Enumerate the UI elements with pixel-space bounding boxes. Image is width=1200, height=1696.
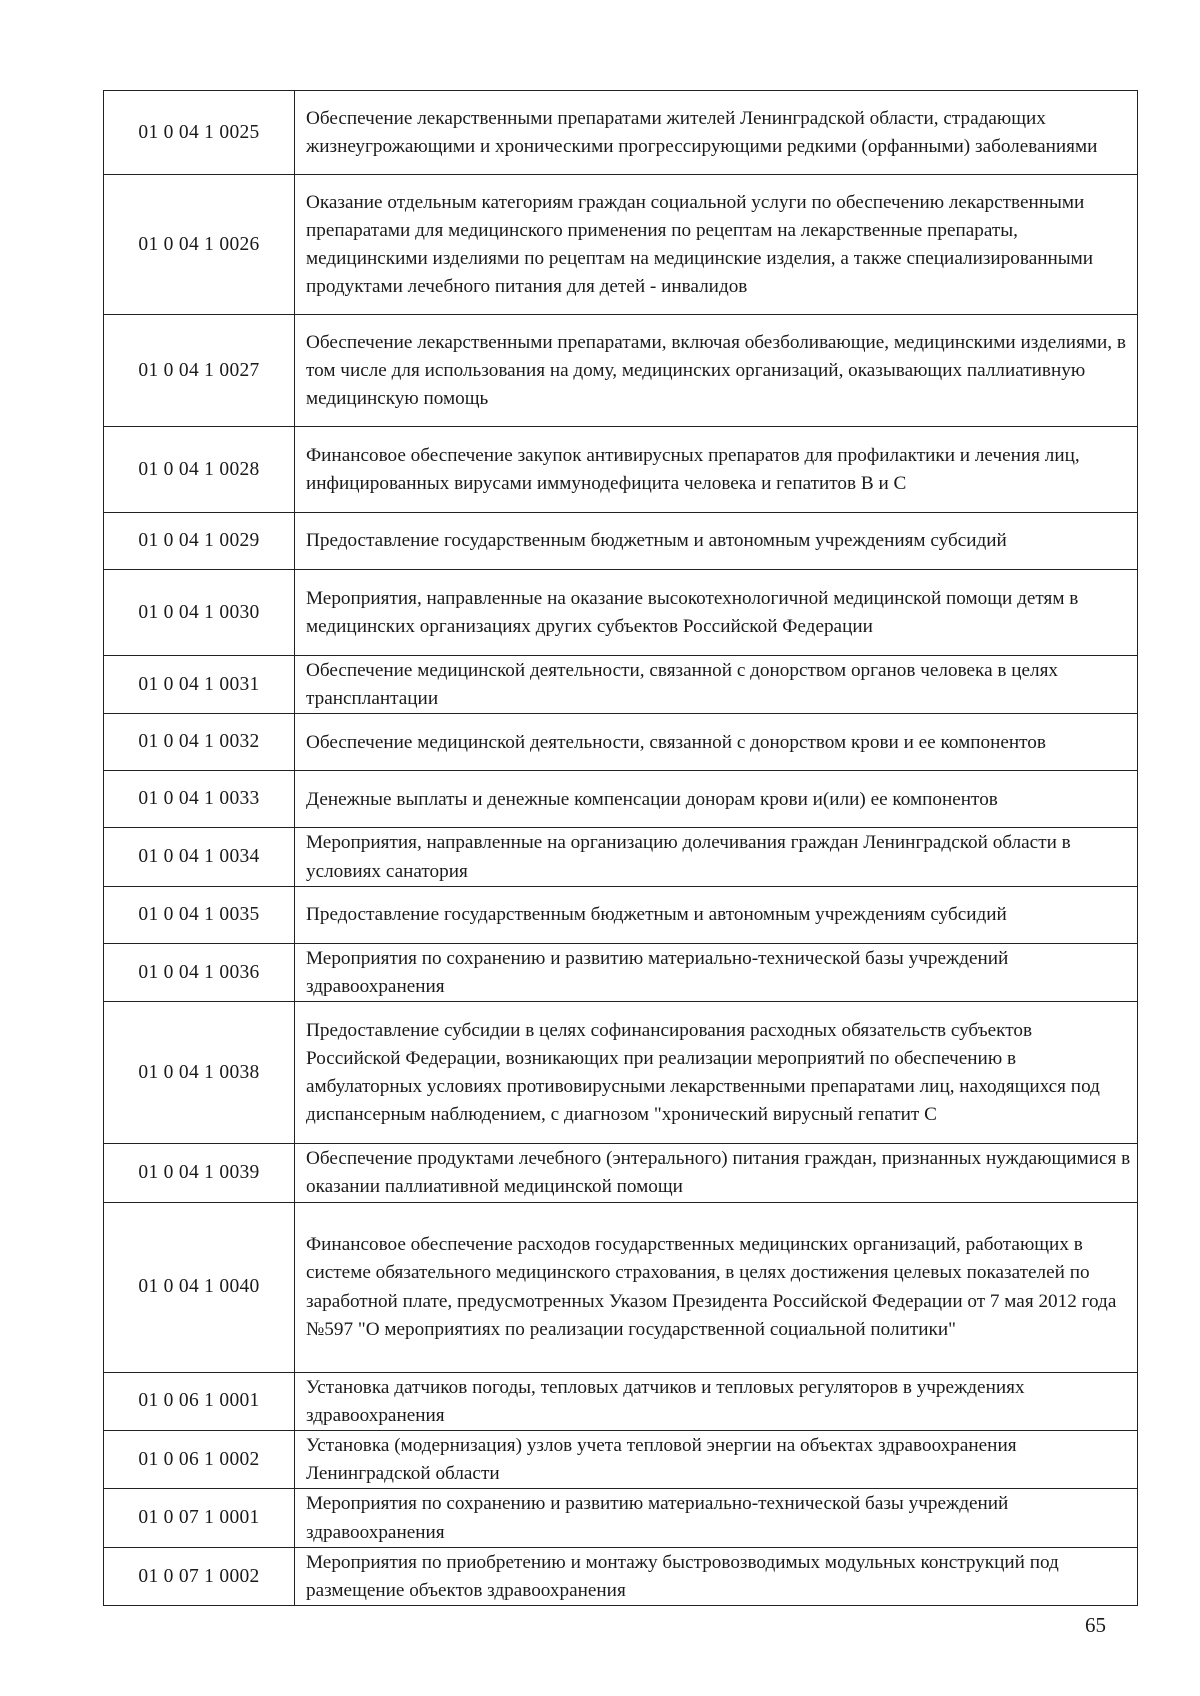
table-row [104, 1547, 1138, 1605]
row-description: Установка датчиков погоды, тепловых датчиков и тепловых регуляторов в учреждениях здравоохранения [295, 1372, 1138, 1430]
row-code: 01 0 04 1 0035 [104, 886, 295, 943]
row-code: 01 0 04 1 0038 [104, 1002, 295, 1144]
row-description: Мероприятия по сохранению и развитию материально-технической базы учреждений здравоохранения [295, 1489, 1138, 1547]
table-row [104, 771, 1138, 828]
table-row [104, 1431, 1138, 1489]
table-row [104, 1372, 1138, 1430]
table-row [104, 943, 1138, 1001]
row-description: Мероприятия, направленные на оказание высокотехнологичной медицинской помощи детям в медицинских организациях других субъектов Российской Федерации [295, 570, 1138, 656]
page-number: 65 [1085, 1613, 1106, 1637]
row-code: 01 0 07 1 0001 [104, 1489, 295, 1547]
row-description: Обеспечение медицинской деятельности, связанной с донорством органов человека в целях трансплантации [295, 656, 1138, 714]
row-description: Обеспечение лекарственными препаратами, включая обезболивающие, медицинскими изделиями, в том числе для использования на дому, медицинских организаций, оказывающих паллиативную медицинскую помощь [295, 315, 1138, 427]
table-row [104, 828, 1138, 886]
row-description: Мероприятия, направленные на организацию долечивания граждан Ленинградской области в условиях санатория [295, 828, 1138, 886]
budget-code-table [103, 90, 1138, 1606]
row-code: 01 0 04 1 0033 [104, 771, 295, 828]
row-description: Мероприятия по сохранению и развитию материально-технической базы учреждений здравоохранения [295, 943, 1138, 1001]
row-code: 01 0 04 1 0025 [104, 91, 295, 175]
row-code: 01 0 04 1 0026 [104, 175, 295, 315]
table-row [104, 91, 1138, 175]
table-row [104, 427, 1138, 513]
row-code: 01 0 04 1 0029 [104, 513, 295, 570]
row-description: Мероприятия по приобретению и монтажу быстровозводимых модульных конструкций под размещение объектов здравоохранения [295, 1547, 1138, 1605]
table-row [104, 1202, 1138, 1372]
row-description: Оказание отдельным категориям граждан социальной услуги по обеспечению лекарственными препаратами для медицинского применения по рецептам на лекарственные препараты, медицинскими изделиями по рецептам на медицинские изделия, а также специализированными продуктами лечебного питания для детей - инвалидов [295, 175, 1138, 315]
table-row [104, 570, 1138, 656]
budget-code-table-container [103, 90, 1138, 1606]
table-row [104, 1489, 1138, 1547]
row-description: Финансовое обеспечение расходов государственных медицинских организаций, работающих в системе обязательного медицинского страхования, в целях достижения целевых показателей по заработной плате, предусмотренных Указом Президента Российской Федерации от 7 мая 2012 года №597 "О мероприятиях по реализации государственной социальной политики" [295, 1202, 1138, 1372]
row-code: 01 0 04 1 0039 [104, 1144, 295, 1202]
table-row [104, 656, 1138, 714]
row-code: 01 0 06 1 0001 [104, 1372, 295, 1430]
row-description: Обеспечение медицинской деятельности, связанной с донорством крови и ее компонентов [295, 714, 1138, 771]
row-description: Обеспечение лекарственными препаратами жителей Ленинградской области, страдающих жизнеугрожающими и хроническими прогрессирующими редкими (орфанными) заболеваниями [295, 91, 1138, 175]
row-code: 01 0 04 1 0030 [104, 570, 295, 656]
row-code: 01 0 04 1 0034 [104, 828, 295, 886]
table-row [104, 513, 1138, 570]
row-code: 01 0 04 1 0036 [104, 943, 295, 1001]
row-code: 01 0 06 1 0002 [104, 1431, 295, 1489]
table-row [104, 1144, 1138, 1202]
row-description: Предоставление субсидии в целях софинансирования расходных обязательств субъектов Российской Федерации, возникающих при реализации мероприятий по обеспечению в амбулаторных условиях противовирусными лекарственными препаратами лиц, находящихся под диспансерным наблюдением, с диагнозом "хронический вирусный гепатит С [295, 1002, 1138, 1144]
row-code: 01 0 04 1 0040 [104, 1202, 295, 1372]
row-code: 01 0 04 1 0028 [104, 427, 295, 513]
table-row [104, 714, 1138, 771]
table-row [104, 315, 1138, 427]
table-row [104, 1002, 1138, 1144]
row-code: 01 0 04 1 0027 [104, 315, 295, 427]
table-row [104, 886, 1138, 943]
row-code: 01 0 04 1 0031 [104, 656, 295, 714]
row-description: Денежные выплаты и денежные компенсации донорам крови и(или) ее компонентов [295, 771, 1138, 828]
row-code: 01 0 07 1 0002 [104, 1547, 295, 1605]
table-row [104, 175, 1138, 315]
row-code: 01 0 04 1 0032 [104, 714, 295, 771]
row-description: Финансовое обеспечение закупок антивирусных препаратов для профилактики и лечения лиц, инфицированных вирусами иммунодефицита человека и гепатитов В и С [295, 427, 1138, 513]
row-description: Предоставление государственным бюджетным и автономным учреждениям субсидий [295, 886, 1138, 943]
row-description: Установка (модернизация) узлов учета тепловой энергии на объектах здравоохранения Ленинградской области [295, 1431, 1138, 1489]
row-description: Предоставление государственным бюджетным и автономным учреждениям субсидий [295, 513, 1138, 570]
row-description: Обеспечение продуктами лечебного (энтерального) питания граждан, признанных нуждающимися в оказании паллиативной медицинской помощи [295, 1144, 1138, 1202]
